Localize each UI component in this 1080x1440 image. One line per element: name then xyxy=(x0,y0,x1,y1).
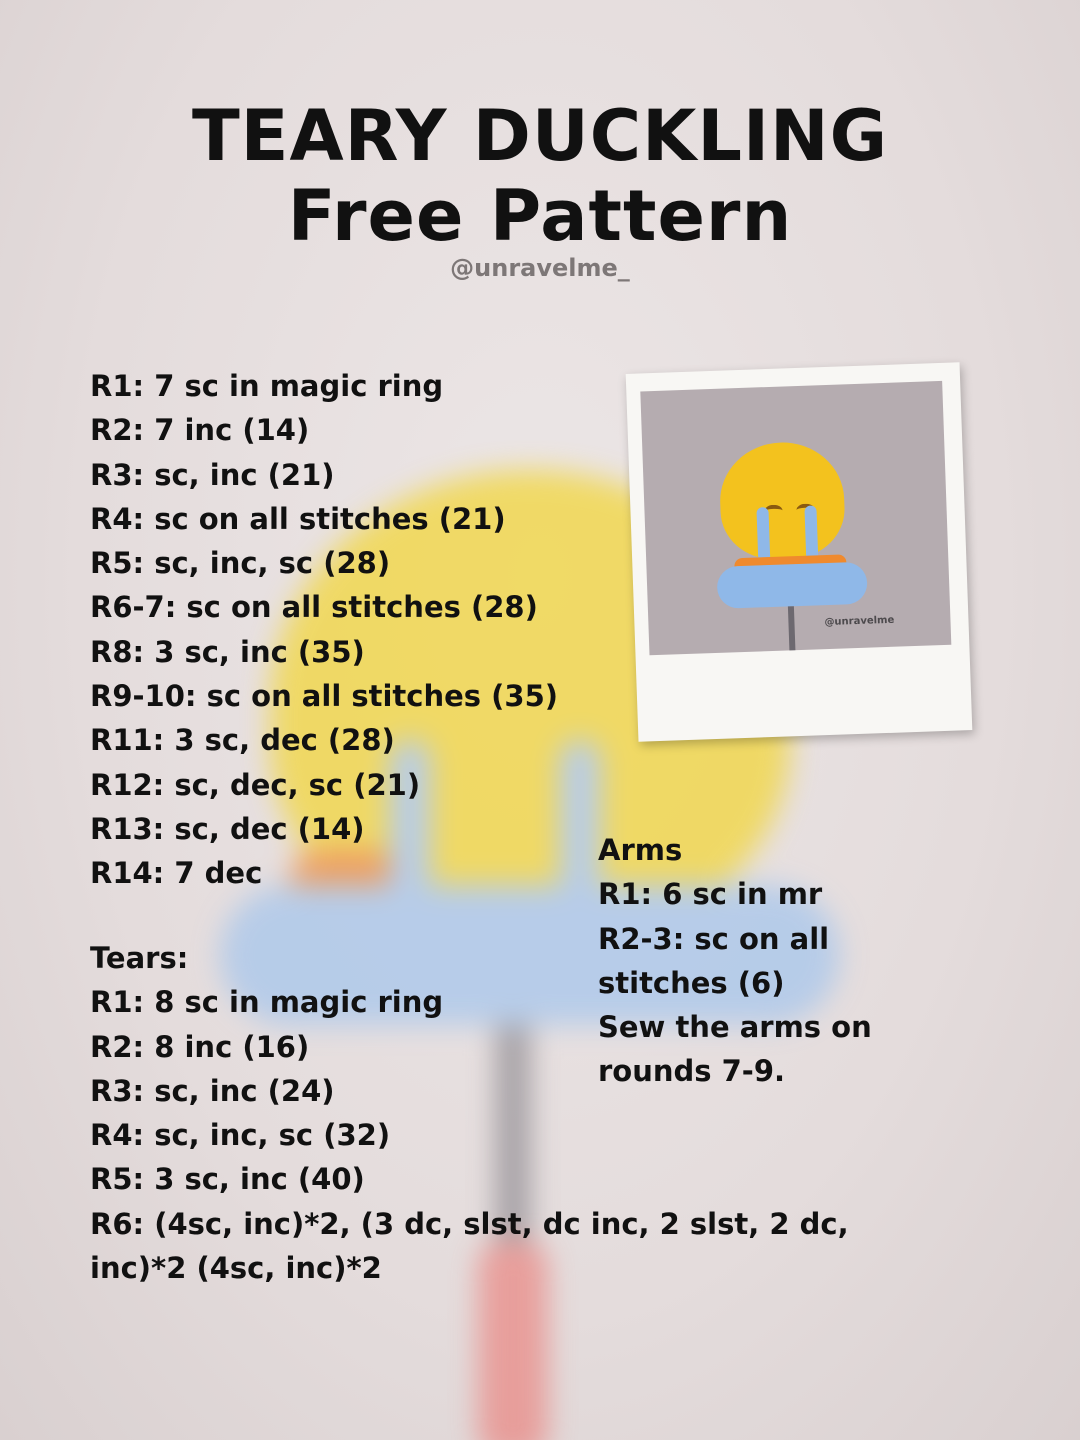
tears-round-line: R4: sc, inc, sc (32) xyxy=(90,1118,391,1153)
duckling-head xyxy=(718,440,846,560)
round-line: R3: sc, inc (21) xyxy=(90,457,335,492)
title-line-1: TEARY DUCKLING xyxy=(191,95,889,177)
round-line: R14: 7 dec xyxy=(90,856,263,891)
round-line: R9-10: sc on all stitches (35) xyxy=(90,679,559,714)
arms-line: R1: 6 sc in mr xyxy=(598,877,823,912)
arms-line: Sew the arms on rounds 7-9. xyxy=(598,1010,872,1089)
tears-round-line: R5: 3 sc, inc (40) xyxy=(90,1162,365,1197)
author-handle: @unravelme_ xyxy=(450,254,630,282)
page-title xyxy=(0,96,1080,256)
arms-section xyxy=(598,828,918,1094)
stick xyxy=(788,606,796,655)
tears-round-line: R1: 8 sc in magic ring xyxy=(90,985,444,1020)
round-line: R13: sc, dec (14) xyxy=(90,811,365,846)
title-line-2: Free Pattern xyxy=(287,175,793,257)
polaroid-photo xyxy=(626,362,973,741)
round-line: R6-7: sc on all stitches (28) xyxy=(90,590,538,625)
round-line: R2: 7 inc (14) xyxy=(90,413,310,448)
round-line: R5: sc, inc, sc (28) xyxy=(90,546,391,581)
tears-round-line: R2: 8 inc (16) xyxy=(90,1029,310,1064)
arms-heading: Arms xyxy=(598,833,683,867)
photo-watermark: @unravelme xyxy=(824,614,895,629)
tears-round-line: R3: sc, inc (24) xyxy=(90,1073,335,1108)
body-rounds-list xyxy=(90,364,558,896)
round-line: R11: 3 sc, dec (28) xyxy=(90,723,395,758)
round-line: R8: 3 sc, inc (35) xyxy=(90,634,365,669)
tear-cloud xyxy=(716,562,867,609)
arms-line: R2-3: sc on all stitches (6) xyxy=(598,921,830,1000)
tears-round-line: R6: (4sc, inc)*2, (3 dc, slst, dc inc, 2 slst, 2 dc, inc)*2 (4sc, inc)*2 xyxy=(90,1206,849,1286)
round-line: R1: 7 sc in magic ring xyxy=(90,369,444,403)
round-line: R12: sc, dec, sc (21) xyxy=(90,767,421,802)
tears-heading: Tears: xyxy=(90,941,189,975)
round-line: R4: sc on all stitches (21) xyxy=(90,501,506,536)
duckling-photo xyxy=(640,381,951,655)
